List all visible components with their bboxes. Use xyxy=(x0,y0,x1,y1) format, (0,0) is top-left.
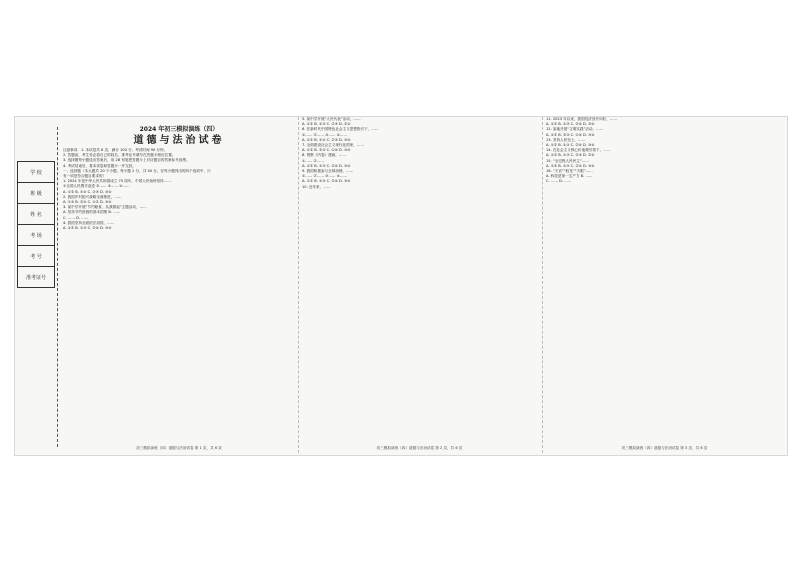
text-line: 有一项是符合题目要求的） xyxy=(63,174,107,179)
text-line: 一、选择题（本大题共 20 个小题，每小题 2 分，共 40 分。在每小题列出的四个选项中，只 xyxy=(63,168,211,173)
text-line: 7. 全面建设社会主义现代化国家，…… xyxy=(302,143,365,148)
info-cell: 学 校 xyxy=(18,162,55,183)
text-line: 15. “全过程人民民主”…… xyxy=(546,158,589,163)
text-line: ①全国人民携手奋进 ②…… ③…… ④…… xyxy=(63,184,130,189)
text-line: ①…… ②…… ③…… ④…… xyxy=(302,174,348,179)
info-cell: 姓 名 xyxy=(18,204,55,225)
text-line: 12. 某地开展“文明实践”活动，…… xyxy=(546,127,604,132)
text-line: A. ①② B. ①③ C. ②③ D. ②④ xyxy=(546,153,595,158)
text-line: 13. 坚持人民至上，…… xyxy=(546,137,586,142)
text-line: C. …… D. …… xyxy=(63,215,89,220)
page-footer: 初三模拟演练（四）道德与法治试卷 第 2 页，共 6 页 xyxy=(376,445,463,450)
exam-title: 2024 年初三模拟演练（四） xyxy=(139,126,219,133)
text-line: 8. 观察《内卷》漫画，…… xyxy=(302,153,347,158)
page-footer: 初三模拟演练（四）道德与法治试卷 第 1 页，共 6 页 xyxy=(136,445,222,450)
text-line: 10. 近年来，…… xyxy=(302,184,331,189)
text-line: 1. 2024 年是中华人民共和国成立 75 周年，中国人民始终坚持…… xyxy=(63,179,171,184)
info-cell: 考 场 xyxy=(18,225,55,246)
text-line: A. ①② B. ①③ C. ②④ D. ③④ xyxy=(546,163,595,168)
text-line: ①…… ②…… xyxy=(302,158,324,163)
exam-subject: 道德与法治试卷 xyxy=(133,135,225,146)
text-line: 9. 我国积极参与全球治理，…… xyxy=(302,169,354,174)
exam-sheet xyxy=(14,116,788,456)
page-3 xyxy=(542,117,786,453)
info-cell: 班 级 xyxy=(18,183,55,204)
text-line: 注意事项：1. 本试卷共 6 页，满分 100 分，考试时间 90 分钟。 xyxy=(63,148,168,152)
text-line: A. ①② B. ①③ C. ②④ D. ③④ xyxy=(546,122,595,127)
text-line: ①…… ②…… ③…… ④…… xyxy=(302,132,348,137)
text-line: 6. 在新时代中国特色社会主义思想指引下，…… xyxy=(302,127,379,132)
info-cell: 准考证号 xyxy=(18,267,55,288)
text-line: 11. 2023 年以来，我国经济回升向好，…… xyxy=(546,117,618,121)
text-line: 2. 我国乡村振兴战略全面推进，…… xyxy=(63,194,122,199)
student-info-table xyxy=(17,161,55,288)
page-2 xyxy=(298,117,540,453)
text-line: 3. 选择题每小题选出答案后，用 2B 铅笔把答题卡上对应题目的答案标号涂黑。 xyxy=(63,158,190,163)
text-line: A. ①② B. ②③ C. ①④ D. ③④ xyxy=(546,132,595,137)
text-line: 5. 某中学开展“人民代表”活动，…… xyxy=(302,117,361,121)
text-line: A. ①② B. ①③ C. ②③ D. ②④ xyxy=(302,122,351,127)
page-1 xyxy=(63,117,295,453)
text-line: A. ①② B. ①④ C. ②③ D. ③④ xyxy=(302,137,351,142)
page-footer: 初三模拟演练（四）道德与法治试卷 第 3 页，共 6 页 xyxy=(621,445,708,450)
text-line: 4. 我国坚持全面依法治国，…… xyxy=(63,220,115,225)
text-line: 4. 考试结束后，将本试卷和答题卡一并交回。 xyxy=(63,163,136,168)
text-line: A. ①② B. ①③ C. ②④ D. ③④ xyxy=(63,226,112,231)
text-line: C. …… D. …… xyxy=(546,179,572,184)
text-line: A. ①② B. ①④ C. ②③ D. ③④ xyxy=(63,189,112,194)
seal-line xyxy=(57,127,58,447)
info-cell: 考 号 xyxy=(18,246,55,267)
text-line: 3. 某中学开展“节约粮食，从我做起”主题活动，…… xyxy=(63,205,147,210)
text-line: A. 坚持节约资源的基本国策 B. …… xyxy=(63,210,121,215)
text-line: A. ①② B. ②③ C. ①④ D. ③④ xyxy=(302,148,351,153)
text-line: 16. “天宫”“蛟龙”“天眼”…… xyxy=(546,169,593,174)
text-line: 14. 在社会主义核心价值观引领下，…… xyxy=(546,148,611,153)
text-line: A. 科技是第一生产力 B. …… xyxy=(546,174,593,179)
text-line: A. ①② B. ①③ C. ②④ D. ③④ xyxy=(546,143,595,148)
text-line: 2. 答题前，考生务必将自己的姓名、准考证号填写在答题卡相应位置。 xyxy=(63,153,176,158)
text-line: A. ①② B. ①③ C. ②④ D. ③④ xyxy=(302,179,351,184)
text-line: A. ①② B. ①③ C. ②④ D. ③④ xyxy=(302,163,351,168)
text-line: A. ①③ B. ②④ C. ①② D. ③④ xyxy=(63,200,112,205)
